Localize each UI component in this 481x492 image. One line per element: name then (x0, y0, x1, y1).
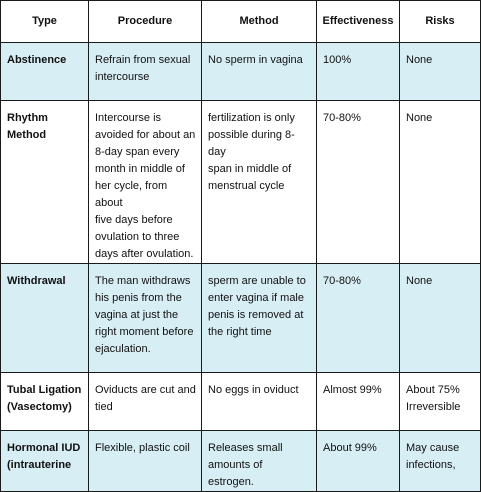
header-method: Method (202, 1, 317, 43)
procedure-cell (89, 373, 202, 431)
effectiveness-text: 70-80% (323, 112, 361, 124)
effectiveness-text: 70-80% (323, 275, 361, 287)
effectiveness-text: About 99% (323, 442, 377, 454)
type-text: Abstinence (7, 54, 67, 66)
effectiveness-cell (317, 43, 400, 101)
header-effectiveness: Effectiveness (317, 1, 400, 43)
risks-cell (400, 43, 481, 101)
type-cell (1, 431, 89, 492)
risks-text: None (406, 275, 433, 287)
effectiveness-text: 100% (323, 54, 352, 66)
type-text: Rhythm Method (7, 112, 48, 141)
effectiveness-text: Almost 99% (323, 384, 382, 396)
procedure-cell (89, 43, 202, 101)
type-cell (1, 373, 89, 431)
method-cell (202, 431, 317, 492)
risks-cell (400, 101, 481, 264)
risks-cell (400, 431, 481, 492)
type-text: Tubal Ligation (Vasectomy) (7, 384, 82, 413)
risks-text: None (406, 54, 433, 66)
table-row (1, 373, 481, 431)
procedure-text: The man withdraws his penis from the vagina at just the right moment before ejaculation. (95, 275, 194, 355)
procedure-text: Oviducts are cut and tied (95, 384, 196, 413)
effectiveness-cell (317, 431, 400, 492)
table-row (1, 101, 481, 264)
risks-cell (400, 264, 481, 373)
procedure-text: Intercourse is avoided for about an 8-day span every month in middle of her cycle, from about five days before ovulation to three days after ovulation. (95, 112, 196, 260)
effectiveness-cell (317, 101, 400, 264)
procedure-cell (89, 101, 202, 264)
type-cell (1, 101, 89, 264)
type-text: Hormonal IUD (intrauterine (7, 442, 81, 471)
risks-text: About 75% Irreversible (406, 384, 461, 413)
header-risks: Risks (400, 1, 481, 43)
effectiveness-cell (317, 373, 400, 431)
header-row (1, 1, 481, 43)
method-text: No eggs in oviduct (208, 384, 299, 396)
type-cell (1, 43, 89, 101)
risks-text: None (406, 112, 433, 124)
method-text: Releases small amounts of estrogen. (208, 442, 283, 488)
type-cell (1, 264, 89, 373)
type-text: Withdrawal (7, 275, 66, 287)
table-row (1, 431, 481, 492)
method-text: sperm are unable to enter vagina if male penis is removed at the right time (208, 275, 306, 338)
procedure-text: Refrain from sexual intercourse (95, 54, 191, 83)
risks-cell (400, 373, 481, 431)
procedure-text: Flexible, plastic coil (95, 442, 190, 454)
table-row (1, 264, 481, 373)
method-cell (202, 43, 317, 101)
method-cell (202, 264, 317, 373)
method-cell (202, 101, 317, 264)
method-text: fertilization is only possible during 8-day span in middle of menstrual cycle (208, 112, 295, 192)
table-row (1, 43, 481, 101)
header-type: Type (1, 1, 89, 43)
effectiveness-cell (317, 264, 400, 373)
method-text: No sperm in vagina (208, 54, 303, 66)
procedure-cell (89, 431, 202, 492)
header-procedure: Procedure (89, 1, 202, 43)
procedure-cell (89, 264, 202, 373)
risks-text: May cause infections, (406, 442, 460, 471)
method-cell (202, 373, 317, 431)
